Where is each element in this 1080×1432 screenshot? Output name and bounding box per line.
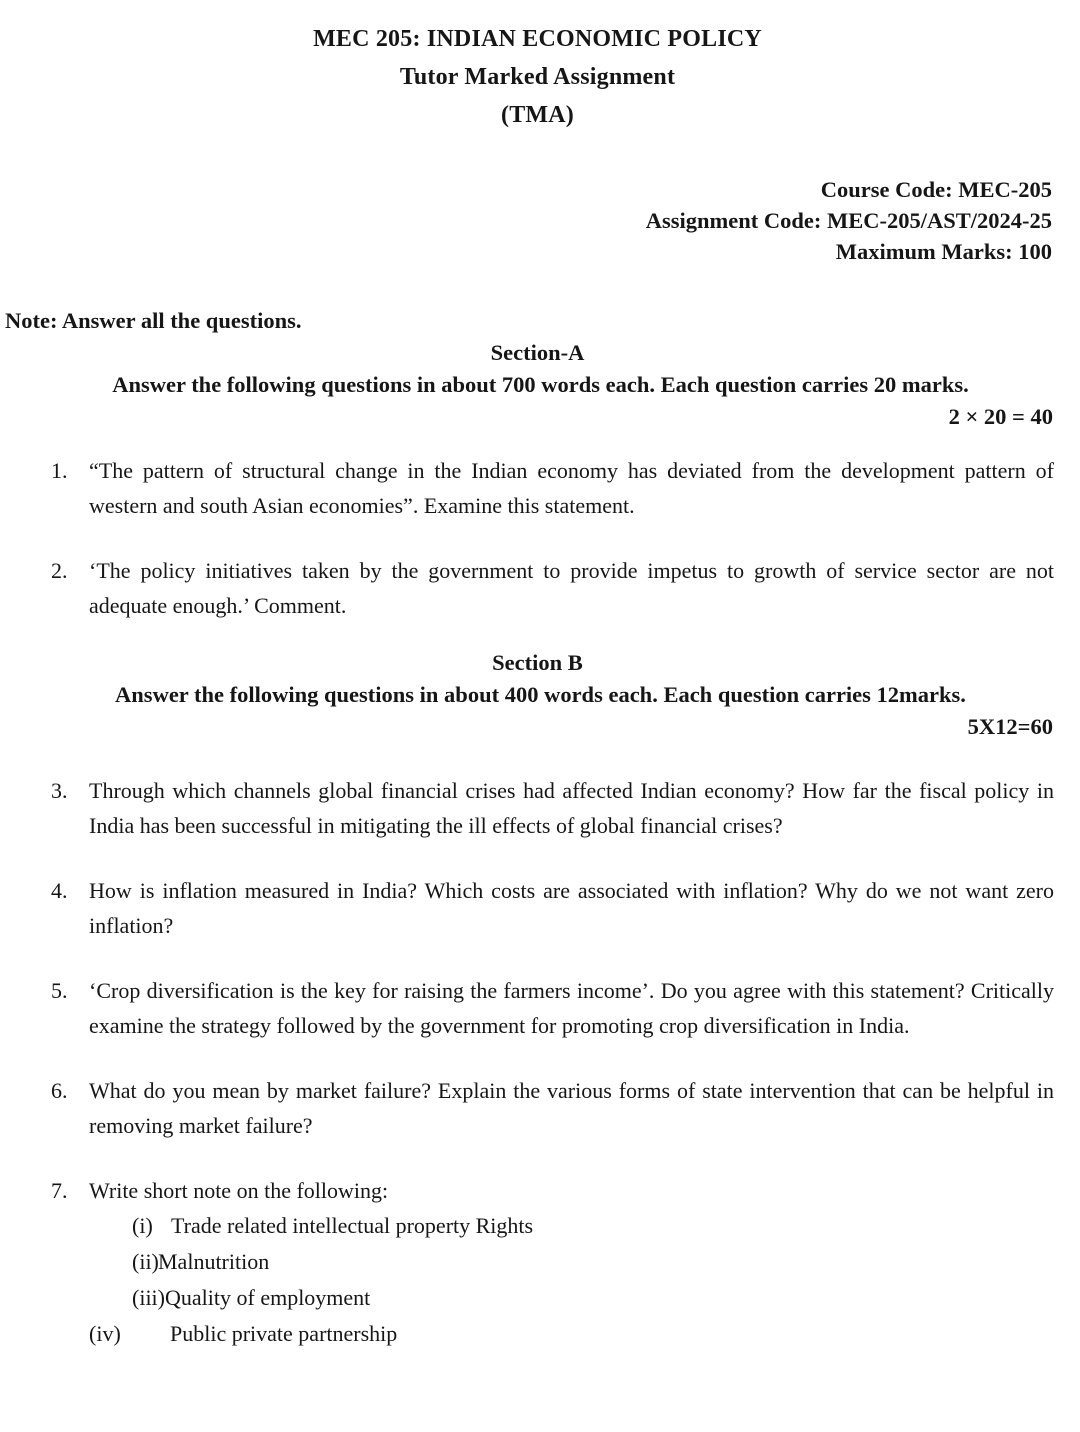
section-b bbox=[5, 647, 1080, 1352]
title-block bbox=[5, 20, 1080, 134]
subitem-i-marker: (i) bbox=[132, 1213, 153, 1238]
question-3-number: 3. bbox=[51, 778, 68, 803]
question-5-text: ‘Crop diversification is the key for raising the farmers income’. Do you agree with this statement? Critically examine the strategy followed by the government for promoting crop diversification in India. bbox=[89, 978, 1054, 1038]
question-6-text: What do you mean by market failure? Explain the various forms of state intervention that can be helpful in removing market failure? bbox=[89, 1078, 1054, 1138]
question-7-text: Write short note on the following: bbox=[89, 1178, 389, 1203]
subitem-ii bbox=[132, 1244, 1080, 1280]
subitem-iii bbox=[132, 1280, 1080, 1316]
question-4-number: 4. bbox=[51, 878, 68, 903]
subitem-iii-text: Quality of employment bbox=[165, 1285, 371, 1310]
tma-abbreviation: (TMA) bbox=[501, 102, 574, 128]
course-code: Course Code: MEC-205 bbox=[820, 177, 1052, 202]
question-5 bbox=[5, 973, 1080, 1043]
section-a-question-list bbox=[5, 453, 1080, 623]
question-7-number: 7. bbox=[51, 1178, 68, 1203]
question-5-number: 5. bbox=[51, 978, 68, 1003]
subitem-iii-marker: (iii) bbox=[132, 1285, 165, 1310]
note-line: Note: Answer all the questions. bbox=[5, 308, 302, 333]
assignment-code: Assignment Code: MEC-205/AST/2024-25 bbox=[645, 208, 1052, 233]
maximum-marks: Maximum Marks: 100 bbox=[835, 239, 1052, 264]
question-3 bbox=[5, 773, 1080, 843]
section-a-heading: Section-A bbox=[490, 340, 585, 365]
section-b-heading: Section B bbox=[492, 650, 583, 675]
subitem-ii-marker: (ii) bbox=[132, 1249, 159, 1274]
question-1 bbox=[5, 453, 1080, 523]
subitem-ii-text: Malnutrition bbox=[158, 1249, 270, 1274]
question-2 bbox=[5, 553, 1080, 623]
question-1-number: 1. bbox=[51, 458, 68, 483]
section-a bbox=[5, 337, 1080, 623]
question-7 bbox=[5, 1173, 1080, 1208]
subitem-iv bbox=[89, 1316, 1080, 1352]
question-2-text: ‘The policy initiatives taken by the government to provide impetus to growth of service sector are not adequate enough.’ Comment. bbox=[89, 558, 1054, 618]
question-7-sublist bbox=[5, 1208, 1080, 1352]
subitem-i-text: Trade related intellectual property Rights bbox=[171, 1213, 534, 1238]
question-4 bbox=[5, 873, 1080, 943]
subitem-i bbox=[132, 1208, 1080, 1244]
subitem-iv-marker: (iv) bbox=[89, 1321, 121, 1346]
section-a-instruction: Answer the following questions in about 700 words each. Each question carries 20 marks. bbox=[112, 372, 969, 397]
question-4-text: How is inflation measured in India? Which costs are associated with inflation? Why do we not want zero inflation? bbox=[89, 878, 1054, 938]
assignment-type-title: Tutor Marked Assignment bbox=[399, 64, 676, 90]
question-6-number: 6. bbox=[51, 1078, 68, 1103]
section-a-marks: 2 × 20 = 40 bbox=[948, 404, 1053, 429]
question-6 bbox=[5, 1073, 1080, 1143]
subitem-iv-text: Public private partnership bbox=[170, 1321, 398, 1346]
course-title: MEC 205: INDIAN ECONOMIC POLICY bbox=[313, 26, 762, 52]
section-b-instruction: Answer the following questions in about 400 words each. Each question carries 12marks. bbox=[115, 682, 966, 707]
question-3-text: Through which channels global financial crises had affected Indian economy? How far the fiscal policy in India has been successful in mitigating the ill effects of global financial crises? bbox=[89, 778, 1054, 838]
section-b-marks: 5X12=60 bbox=[967, 714, 1053, 739]
section-b-question-list bbox=[5, 773, 1080, 1352]
codes-block bbox=[5, 174, 1080, 267]
question-1-text: “The pattern of structural change in the Indian economy has deviated from the development pattern of western and south Asian economies”. Examine this statement. bbox=[89, 458, 1054, 518]
question-2-number: 2. bbox=[51, 558, 68, 583]
